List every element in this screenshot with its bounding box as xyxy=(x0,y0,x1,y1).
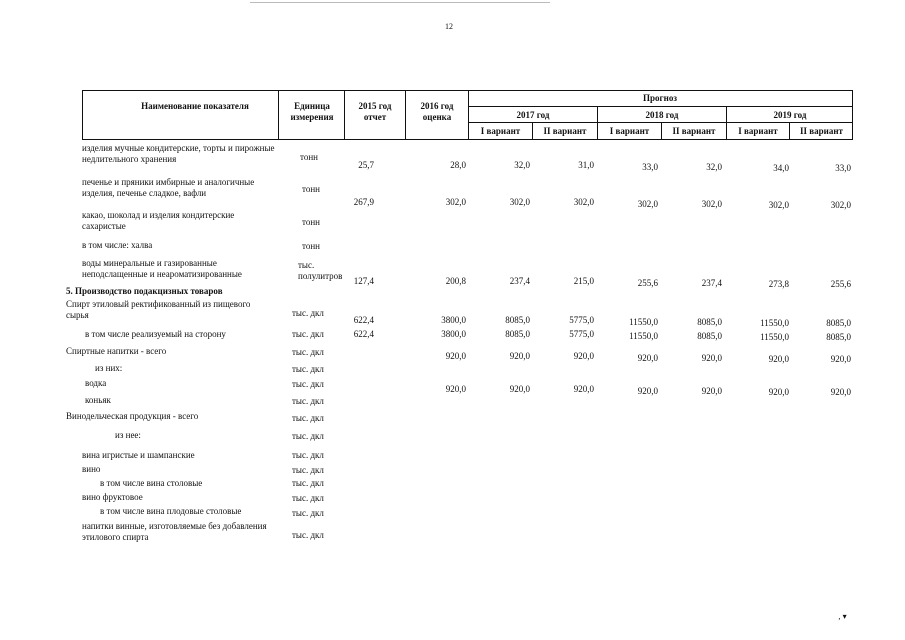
row-unit: тыс. дкл xyxy=(292,308,324,318)
row-name: Спиртные напитки - всего xyxy=(66,346,167,356)
row-value: 8085,0 xyxy=(505,329,530,339)
row-unit: тыс. дкл xyxy=(292,379,324,389)
row-unit: тыс. дкл xyxy=(292,413,324,423)
row-unit: тонн xyxy=(302,184,320,194)
row-name: вино xyxy=(82,464,101,474)
row-name: напитки винные, изготовляемые без добавления этилового спирта xyxy=(82,521,267,542)
row-value: 237,4 xyxy=(509,276,530,286)
header-2019: 2019 год xyxy=(773,110,807,120)
row-value: 920,0 xyxy=(701,386,722,396)
row-value: 5775,0 xyxy=(569,329,594,339)
row-value: 920,0 xyxy=(701,353,722,363)
header-2019-v2: II вариант xyxy=(800,126,843,136)
row-value: 920,0 xyxy=(573,351,594,361)
row-value: 3800,0 xyxy=(441,315,466,325)
row-value: 237,4 xyxy=(701,278,722,288)
header-name: Наименование показателя xyxy=(141,101,249,111)
row-name: 5. Производство подакцизных товаров xyxy=(66,286,223,296)
row-unit: тонн xyxy=(302,217,320,227)
row-value: 8085,0 xyxy=(826,332,851,342)
row-value: 920,0 xyxy=(445,351,466,361)
row-value: 3800,0 xyxy=(441,329,466,339)
row-value: 34,0 xyxy=(773,163,789,173)
header-2018: 2018 год xyxy=(645,110,679,120)
row-name: в том числе вина столовые xyxy=(100,478,203,488)
row-value: 5775,0 xyxy=(569,315,594,325)
row-name: из них: xyxy=(95,363,123,373)
row-value: 920,0 xyxy=(509,384,530,394)
header-forecast: Прогноз xyxy=(643,93,677,103)
row-value: 302,0 xyxy=(445,197,466,207)
row-value: 33,0 xyxy=(835,163,851,173)
row-unit: тыс. дкл xyxy=(292,465,324,475)
row-name: Спирт этиловый ректификованный из пищевого сырья xyxy=(66,299,251,320)
row-value: 302,0 xyxy=(637,199,658,209)
row-unit: тыс. дкл xyxy=(292,347,324,357)
row-name: в том числе реализуемый на сторону xyxy=(85,329,226,339)
row-value: 11550,0 xyxy=(629,331,658,341)
row-value: 920,0 xyxy=(573,384,594,394)
row-name: водка xyxy=(85,378,107,388)
row-value: 920,0 xyxy=(445,384,466,394)
row-value: 8085,0 xyxy=(697,317,722,327)
row-unit: тыс. полулитров xyxy=(298,260,343,281)
row-value: 267,9 xyxy=(353,197,374,207)
row-name: в том числе: халва xyxy=(82,240,153,250)
row-unit: тыс. дкл xyxy=(292,431,324,441)
scan-marks: ‚ ▾ xyxy=(838,612,847,621)
row-value: 920,0 xyxy=(768,387,789,397)
row-value: 622,4 xyxy=(353,329,374,339)
row-unit: тыс. дкл xyxy=(292,364,324,374)
row-value: 920,0 xyxy=(509,351,530,361)
row-value: 8085,0 xyxy=(826,318,851,328)
row-value: 273,8 xyxy=(768,279,789,289)
header-unit: Единица измерения xyxy=(290,101,334,122)
header-2017-v1: I вариант xyxy=(480,126,521,136)
row-unit: тыс. дкл xyxy=(292,478,324,488)
row-name: какао, шоколад и изделия кондитерские сахаристые xyxy=(82,210,235,231)
row-value: 302,0 xyxy=(768,200,789,210)
row-name: вина игристые и шампанские xyxy=(82,450,195,460)
row-value: 8085,0 xyxy=(505,315,530,325)
row-unit: тонн xyxy=(300,152,318,162)
row-value: 11550,0 xyxy=(760,332,789,342)
row-name: Винодельческая продукция - всего xyxy=(66,411,199,421)
row-name: в том числе вина плодовые столовые xyxy=(100,506,242,516)
row-name: вино фруктовое xyxy=(82,492,143,502)
row-value: 31,0 xyxy=(578,160,594,170)
row-value: 28,0 xyxy=(450,160,466,170)
row-value: 215,0 xyxy=(573,276,594,286)
row-unit: тонн xyxy=(302,241,320,251)
row-value: 127,4 xyxy=(353,276,374,286)
row-unit: тыс. дкл xyxy=(292,450,324,460)
row-value: 920,0 xyxy=(830,354,851,364)
header-2016: 2016 год оценка xyxy=(420,101,454,122)
row-name: коньяк xyxy=(85,395,111,405)
page-number: 12 xyxy=(445,22,453,31)
row-value: 622,4 xyxy=(353,315,374,325)
row-value: 32,0 xyxy=(514,160,530,170)
row-value: 33,0 xyxy=(642,162,658,172)
row-value: 11550,0 xyxy=(760,318,789,328)
row-value: 32,0 xyxy=(706,162,722,172)
header-2019-v1: I вариант xyxy=(738,126,778,136)
row-value: 920,0 xyxy=(637,386,658,396)
row-unit: тыс. дкл xyxy=(292,508,324,518)
row-value: 11550,0 xyxy=(629,317,658,327)
row-name: изделия мучные кондитерские, торты и пирожные недлительного хранения xyxy=(82,143,275,164)
row-value: 302,0 xyxy=(830,200,851,210)
header-2018-v1: I вариант xyxy=(609,126,650,136)
row-value: 302,0 xyxy=(509,197,530,207)
header-2017: 2017 год xyxy=(516,110,550,120)
header-2018-v2: II вариант xyxy=(672,126,716,136)
row-value: 8085,0 xyxy=(697,331,722,341)
header-2017-v2: II вариант xyxy=(543,126,587,136)
row-name: из нее: xyxy=(115,430,141,440)
row-value: 25,7 xyxy=(358,160,374,170)
row-unit: тыс. дкл xyxy=(292,396,324,406)
row-name: воды минеральные и газированные неподслащенные и неароматизированные xyxy=(82,258,242,279)
row-value: 920,0 xyxy=(768,354,789,364)
top-scan-line xyxy=(250,2,550,3)
row-name: печенье и пряники имбирные и аналогичные изделия, печенье сладкое, вафли xyxy=(82,177,255,198)
row-value: 255,6 xyxy=(830,279,851,289)
row-unit: тыс. дкл xyxy=(292,493,324,503)
row-value: 920,0 xyxy=(637,353,658,363)
row-unit: тыс. дкл xyxy=(292,530,324,540)
row-value: 200,8 xyxy=(445,276,466,286)
row-value: 302,0 xyxy=(573,197,594,207)
header-2015: 2015 год отчет xyxy=(358,101,392,122)
row-unit: тыс. дкл xyxy=(292,329,324,339)
row-value: 302,0 xyxy=(701,199,722,209)
row-value: 255,6 xyxy=(637,278,658,288)
row-value: 920,0 xyxy=(830,387,851,397)
